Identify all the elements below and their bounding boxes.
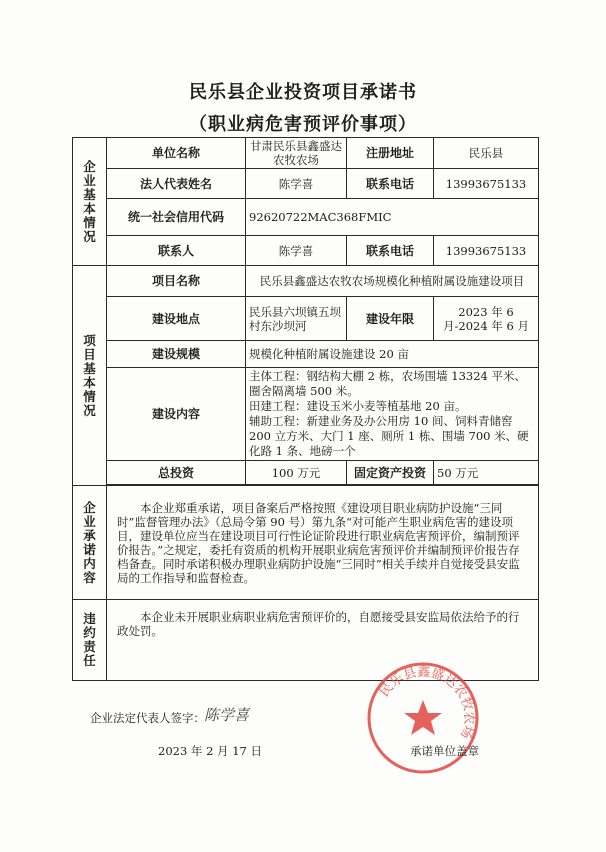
location-row — [73, 297, 539, 341]
legal-rep-row — [73, 169, 539, 199]
project-name-value: 民乐县鑫盛达农牧农场规模化种植附属设施建设项目 — [246, 266, 539, 297]
scale-row — [73, 341, 539, 368]
contact-phone-label: 联系电话 — [347, 236, 434, 266]
contact-row — [73, 236, 539, 266]
credit-code-value: 92620722MAC368FMIC — [246, 199, 539, 236]
period-label: 建设年限 — [347, 297, 434, 341]
section-project-text: 项 目 基 本 情 况 — [83, 332, 96, 418]
section-enterprise-text: 企 业 基 本 情 况 — [83, 158, 96, 244]
commitment-text: 本企业郑重承诺，项目备案后严格按照《建设项目职业病防护设施“三同时”监督管理办法》（总局令第 90 号）第九条“对可能产生职业病危害的建设项目，建设单位应当在建设项目可行性论证阶段进行职业病危害预评价，编制预评价报告。”之规定，委托有资质的机构开展职业病危害预评价并编制预评价报告存档备查。同时承诺积极办理职业病防护设施“三同时”相关手续并自觉接受县安监局的工作指导和监督检查。 — [107, 486, 539, 600]
location-value: 民乐县六坝镇五坝村东沙坝河 — [246, 297, 347, 341]
enterprise-name-value: 甘肃民乐县鑫盛达农牧农场 — [246, 138, 347, 169]
enterprise-name-label: 单位名称 — [107, 138, 246, 169]
project-name-row — [73, 266, 539, 297]
fixed-asset-label: 固定资产投资 — [347, 461, 434, 485]
period-value: 2023 年 6 月-2024 年 6 月 — [434, 297, 539, 341]
contact-value: 陈学喜 — [246, 236, 347, 266]
section-commitment-text: 企 业 承 诺 内 容 — [83, 499, 96, 585]
content-label: 建设内容 — [107, 368, 246, 461]
address-value: 民乐县 — [434, 138, 539, 169]
seal-label: 承诺单位盖章 — [410, 744, 479, 758]
investment-label: 总投资 — [107, 461, 246, 485]
phone-value: 13993675133 — [434, 169, 539, 199]
content-line-aux: 辅助工程：新建业务及办公用房 10 间、饲料青储窖 200 立方米、大门 1 座、厕所 1 栋、围墙 700 米、硬化路 1 条、地磅一个 — [249, 414, 529, 458]
commitment-form-table — [72, 137, 539, 681]
contact-phone-value: 13993675133 — [434, 236, 539, 266]
section-breach-label — [73, 600, 107, 681]
enterprise-name-row — [73, 138, 539, 169]
content-value — [246, 368, 539, 461]
breach-text: 本企业未开展职业病职业病危害预评价的，自愿接受县安监局依法给予的行政处罚。 — [107, 600, 539, 681]
content-line-main: 主体工程：钢结构大棚 2 栋，农场围墙 13324 平米、圈舍隔离墙 500 米。 — [249, 369, 527, 398]
section-breach-text: 违 约 责 任 — [83, 611, 96, 668]
scale-value: 规模化种植附属设施建设 20 亩 — [246, 341, 539, 368]
contact-label: 联系人 — [107, 236, 246, 266]
document-subtitle: （职业病危害预评价事项） — [189, 114, 417, 135]
signing-date: 2023 年 2 月 17 日 — [158, 744, 262, 758]
location-label: 建设地点 — [107, 297, 246, 341]
scale-label: 建设规模 — [107, 341, 246, 368]
section-commitment-label — [73, 486, 107, 600]
document-title: 民乐县企业投资项目承诺书 — [189, 82, 417, 103]
phone-label: 联系电话 — [347, 169, 434, 199]
seal-star-icon — [404, 700, 442, 735]
content-row — [73, 368, 539, 461]
fixed-asset-value: 50 万元 — [434, 461, 539, 485]
credit-code-label: 统一社会信用代码 — [107, 199, 246, 236]
legal-rep-label: 法人代表姓名 — [107, 169, 246, 199]
legal-rep-value: 陈学喜 — [246, 169, 347, 199]
project-name-label: 项目名称 — [107, 266, 246, 297]
content-line-field: 田建工程：建设玉米小麦等植基地 20 亩。 — [249, 399, 467, 413]
investment-value: 100 万元 — [246, 461, 347, 485]
section-enterprise-label — [73, 138, 107, 266]
commitment-row — [73, 486, 539, 600]
seal-text: 民乐县鑫盛达农牧农场 — [377, 664, 477, 741]
credit-code-row — [73, 199, 539, 236]
section-project-label — [73, 266, 107, 486]
investment-row — [73, 461, 539, 485]
handwritten-signature: 陈学喜 — [204, 706, 250, 724]
legal-rep-signature-label: 企业法定代表人签字： — [90, 711, 205, 725]
address-label: 注册地址 — [347, 138, 434, 169]
